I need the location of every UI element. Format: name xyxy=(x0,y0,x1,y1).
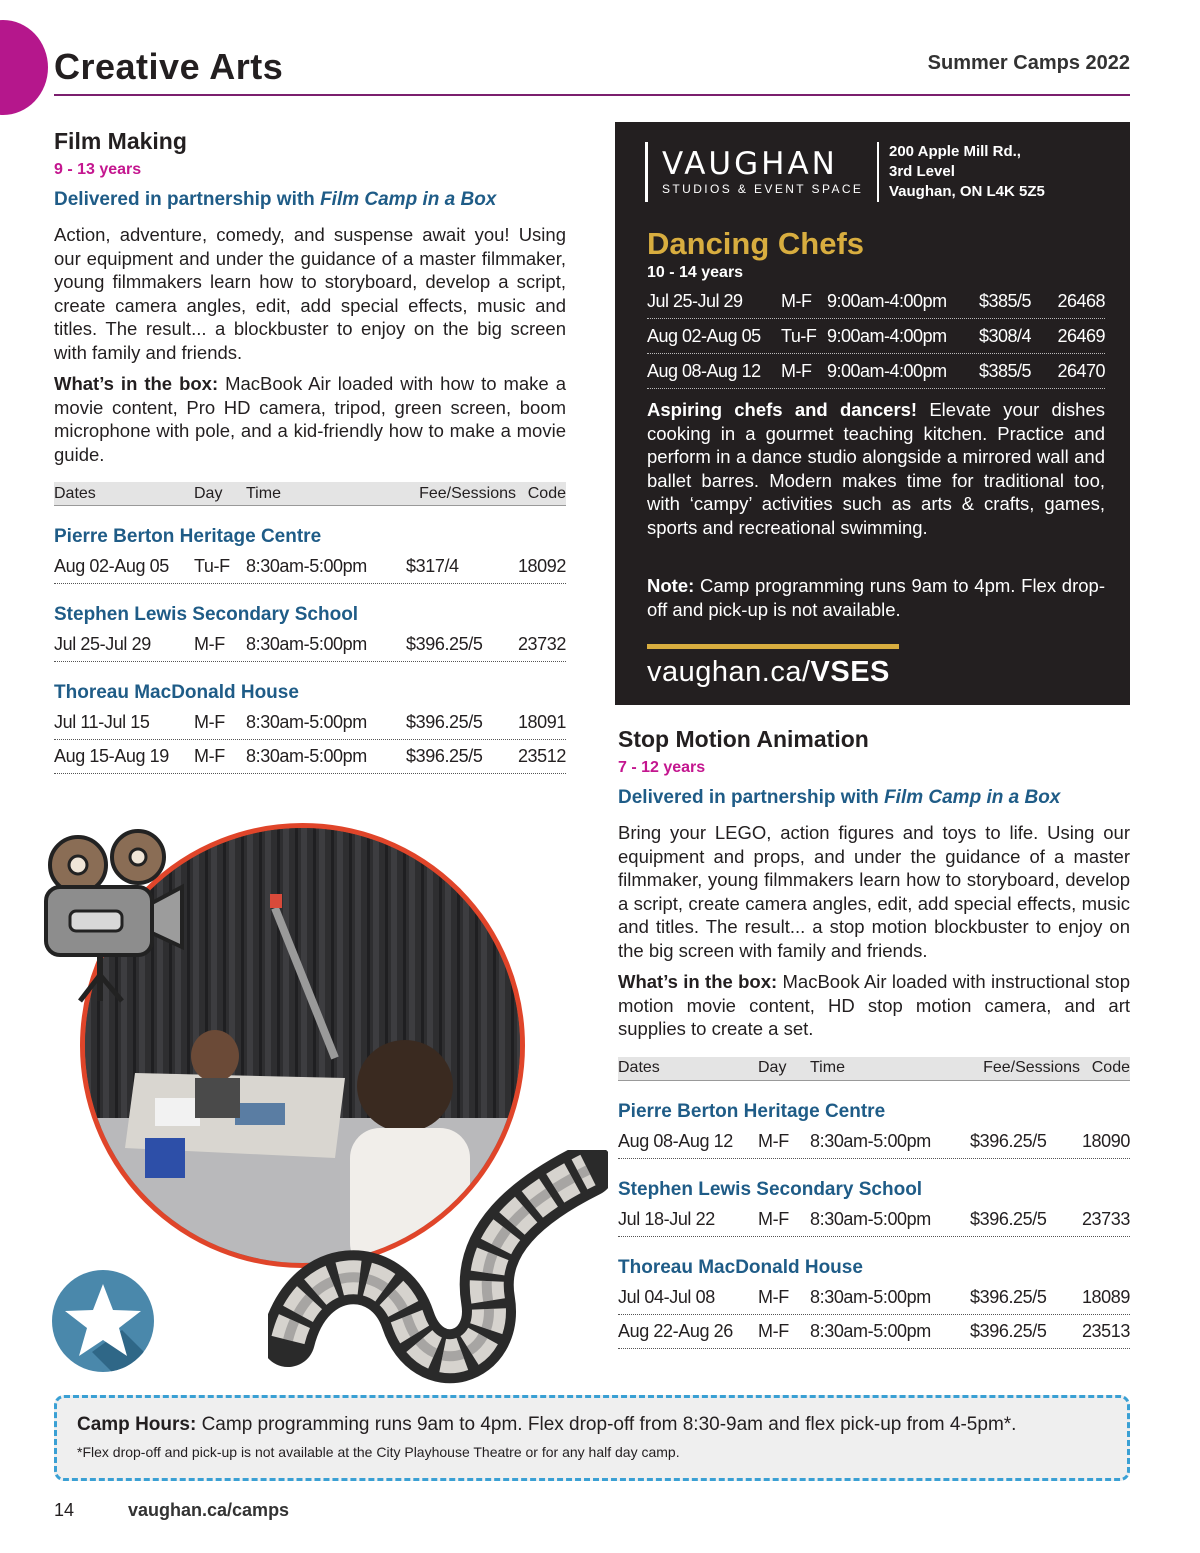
row-dates: Jul 18-Jul 22 xyxy=(618,1208,715,1229)
box-text: MacBook Air loaded with how to make a movie content, Pro HD camera, tripod, green screen, boom microphone with pole, and a kid-friendly how to make a movie guide. xyxy=(54,373,566,465)
age-range: 7 - 12 years xyxy=(618,759,706,776)
logo-wordmark: VAUGHAN xyxy=(662,146,838,182)
url-bold: VSES xyxy=(810,656,890,688)
age-range: 10 - 14 years xyxy=(647,264,744,281)
row-day: M-F xyxy=(194,712,225,732)
row-fee: $396.25/5 xyxy=(970,1320,1047,1341)
program-description: Bring your LEGO, action figures and toys to life. Using our equipment and props, and under the guidance of a master filmmaker, young filmmakers learn how to storyboard, develop a script, create camera angles, edit, add special effects, music and titles. The result... a stop motion blockbuster to enjoy on the big screen with family and friends. xyxy=(618,822,1130,961)
description-text: Elevate your dishes cooking in a gourmet teaching kitchen. Practice and perform in a dance studio alongside a mirrored wall and ballet barres. Modern makes time for traditional too, with ‘campy’ activities such as arts & crafts, games, sports and recreational swimming. xyxy=(647,399,1105,538)
header-dates: Dates xyxy=(54,484,96,502)
header-code: Code xyxy=(527,484,566,502)
schedule-header xyxy=(54,482,566,506)
box-label: What’s in the box: xyxy=(54,373,219,394)
note-label: Note: xyxy=(647,575,695,596)
location-name: Thoreau MacDonald House xyxy=(618,1256,863,1278)
vaughan-studios-logo xyxy=(645,142,879,202)
row-time: 9:00am-4:00pm xyxy=(827,325,947,346)
dancing-chefs-promo xyxy=(615,122,1130,705)
partner-name: Film Camp in a Box xyxy=(320,189,497,210)
row-day: M-F xyxy=(194,634,225,654)
row-day: M-F xyxy=(781,360,812,381)
row-day: Tu-F xyxy=(781,325,817,346)
row-code: 18090 xyxy=(1081,1130,1130,1151)
note-text: Camp programming runs 9am to 4pm. Flex drop-off and pick-up is not available. xyxy=(647,575,1105,620)
row-time: 8:30am-5:00pm xyxy=(246,634,367,654)
row-day: Tu-F xyxy=(194,556,230,576)
row-time: 8:30am-5:00pm xyxy=(246,746,367,766)
table-row xyxy=(54,740,566,774)
row-dates: Jul 25-Jul 29 xyxy=(647,290,743,311)
row-code: 18091 xyxy=(517,712,566,732)
hours-label: Camp Hours: xyxy=(77,1414,197,1435)
row-dates: Jul 04-Jul 08 xyxy=(618,1286,715,1307)
row-day: M-F xyxy=(758,1130,789,1151)
header-divider xyxy=(54,94,1130,96)
row-code: 18089 xyxy=(1081,1286,1130,1307)
partner-line xyxy=(618,787,1130,809)
row-code: 23733 xyxy=(1081,1208,1130,1229)
box-contents xyxy=(54,372,566,466)
program-description xyxy=(647,398,1105,539)
page-title: Creative Arts xyxy=(54,46,284,87)
row-fee: $396.25/5 xyxy=(970,1208,1047,1229)
header-subtitle: Summer Camps 2022 xyxy=(927,52,1130,74)
row-code: 26470 xyxy=(1057,360,1105,381)
partner-line xyxy=(54,189,566,211)
schedule-header xyxy=(618,1057,1130,1081)
row-fee: $385/5 xyxy=(979,290,1032,311)
table-row xyxy=(618,1125,1130,1159)
camp-hours-footnote: *Flex drop-off and pick-up is not available at the City Playhouse Theatre or for any half day camp. xyxy=(77,1444,680,1460)
box-label: What’s in the box: xyxy=(618,971,778,992)
camp-hours-notice xyxy=(54,1395,1130,1481)
row-time: 8:30am-5:00pm xyxy=(810,1208,931,1229)
table-row xyxy=(618,1203,1130,1237)
program-note xyxy=(647,574,1105,621)
row-fee: $385/5 xyxy=(979,360,1032,381)
table-row xyxy=(647,319,1105,354)
location-name: Pierre Berton Heritage Centre xyxy=(54,526,322,547)
header-day: Day xyxy=(194,484,223,502)
venue-address xyxy=(889,142,1045,202)
partner-prefix: Delivered in partnership with xyxy=(54,189,321,210)
table-row xyxy=(54,628,566,662)
box-contents xyxy=(618,970,1130,1041)
row-dates: Aug 15-Aug 19 xyxy=(54,746,169,766)
row-code: 23512 xyxy=(517,746,566,766)
stop-motion-section xyxy=(618,726,1130,1349)
row-code: 18092 xyxy=(517,556,566,576)
table-row xyxy=(647,284,1105,319)
location-name: Stephen Lewis Secondary School xyxy=(618,1178,923,1200)
partner-prefix: Delivered in partnership with xyxy=(618,787,885,808)
row-day: M-F xyxy=(758,1286,789,1307)
promo-schedule xyxy=(647,284,1105,389)
footer-link[interactable]: vaughan.ca/camps xyxy=(128,1500,290,1520)
row-day: M-F xyxy=(758,1208,789,1229)
promo-link[interactable] xyxy=(647,656,890,689)
row-fee: $396.25/5 xyxy=(970,1130,1047,1151)
address-line: Vaughan, ON L4K 5Z5 xyxy=(889,183,1045,200)
movie-camera-icon xyxy=(30,825,190,1005)
row-code: 23513 xyxy=(1081,1320,1130,1341)
row-day: M-F xyxy=(781,290,812,311)
row-dates: Aug 02-Aug 05 xyxy=(647,325,761,346)
row-time: 8:30am-5:00pm xyxy=(246,712,367,732)
film-making-section xyxy=(54,128,566,774)
featured-star-badge xyxy=(52,1270,154,1372)
row-time: 8:30am-5:00pm xyxy=(810,1320,931,1341)
row-code: 26468 xyxy=(1057,290,1105,311)
header-time: Time xyxy=(810,1059,845,1076)
star-icon xyxy=(52,1270,154,1372)
page-number: 14 xyxy=(54,1500,75,1520)
program-title: Film Making xyxy=(54,128,187,154)
row-fee: $396.25/5 xyxy=(406,712,483,732)
row-time: 9:00am-4:00pm xyxy=(827,360,947,381)
row-code: 23732 xyxy=(517,634,566,654)
description-lead: Aspiring chefs and dancers! xyxy=(647,399,918,420)
table-row xyxy=(54,706,566,740)
url-prefix: vaughan.ca/ xyxy=(647,656,811,688)
table-row xyxy=(618,1315,1130,1349)
row-fee: $317/4 xyxy=(406,556,459,576)
location-name: Stephen Lewis Secondary School xyxy=(54,604,359,625)
age-range: 9 - 13 years xyxy=(54,161,142,178)
row-dates: Aug 02-Aug 05 xyxy=(54,556,169,576)
row-time: 9:00am-4:00pm xyxy=(827,290,947,311)
header-code: Code xyxy=(1091,1059,1130,1076)
row-code: 26469 xyxy=(1057,325,1105,346)
film-strip-icon xyxy=(268,1150,608,1385)
row-time: 8:30am-5:00pm xyxy=(810,1286,931,1307)
row-dates: Aug 22-Aug 26 xyxy=(618,1320,733,1341)
hours-text: Camp programming runs 9am to 4pm. Flex drop-off from 8:30-9am and flex pick-up from 4-5pm*. xyxy=(196,1414,1017,1435)
table-row xyxy=(647,354,1105,389)
program-title: Dancing Chefs xyxy=(647,226,865,261)
row-dates: Jul 11-Jul 15 xyxy=(54,712,150,732)
row-fee: $396.25/5 xyxy=(406,634,483,654)
program-title: Stop Motion Animation xyxy=(618,726,869,752)
row-fee: $308/4 xyxy=(979,325,1032,346)
gold-divider xyxy=(647,644,899,649)
address-line: 200 Apple Mill Rd., xyxy=(889,143,1021,160)
header-fee: Fee/Sessions xyxy=(419,484,516,502)
row-fee: $396.25/5 xyxy=(970,1286,1047,1307)
row-dates: Jul 25-Jul 29 xyxy=(54,634,151,654)
row-time: 8:30am-5:00pm xyxy=(246,556,367,576)
row-fee: $396.25/5 xyxy=(406,746,483,766)
camp-hours-main xyxy=(77,1414,1107,1436)
section-tab-marker xyxy=(0,20,48,115)
partner-name: Film Camp in a Box xyxy=(884,787,1061,808)
row-dates: Aug 08-Aug 12 xyxy=(647,360,761,381)
row-time: 8:30am-5:00pm xyxy=(810,1130,931,1151)
location-name: Pierre Berton Heritage Centre xyxy=(618,1100,886,1122)
row-dates: Aug 08-Aug 12 xyxy=(618,1130,733,1151)
row-day: M-F xyxy=(194,746,225,766)
location-name: Thoreau MacDonald House xyxy=(54,682,299,703)
box-text: MacBook Air loaded with instructional stop motion movie content, HD stop motion camera, and art supplies to create a set. xyxy=(618,971,1130,1039)
table-row xyxy=(618,1281,1130,1315)
row-day: M-F xyxy=(758,1320,789,1341)
address-line: 3rd Level xyxy=(889,163,955,180)
header-fee: Fee/Sessions xyxy=(983,1059,1080,1076)
header-day: Day xyxy=(758,1059,787,1076)
program-description: Action, adventure, comedy, and suspense await you! Using our equipment and under the guidance of a master filmmaker, young filmmakers learn how to storyboard, develop a script, create camera angles, edit, add special effects, music and titles. The result... a blockbuster to enjoy on the big screen with family and friends. xyxy=(54,224,566,363)
table-row xyxy=(54,550,566,584)
logo-subtitle: STUDIOS & EVENT SPACE xyxy=(662,182,864,196)
header-time: Time xyxy=(246,484,281,502)
header-dates: Dates xyxy=(618,1059,660,1076)
